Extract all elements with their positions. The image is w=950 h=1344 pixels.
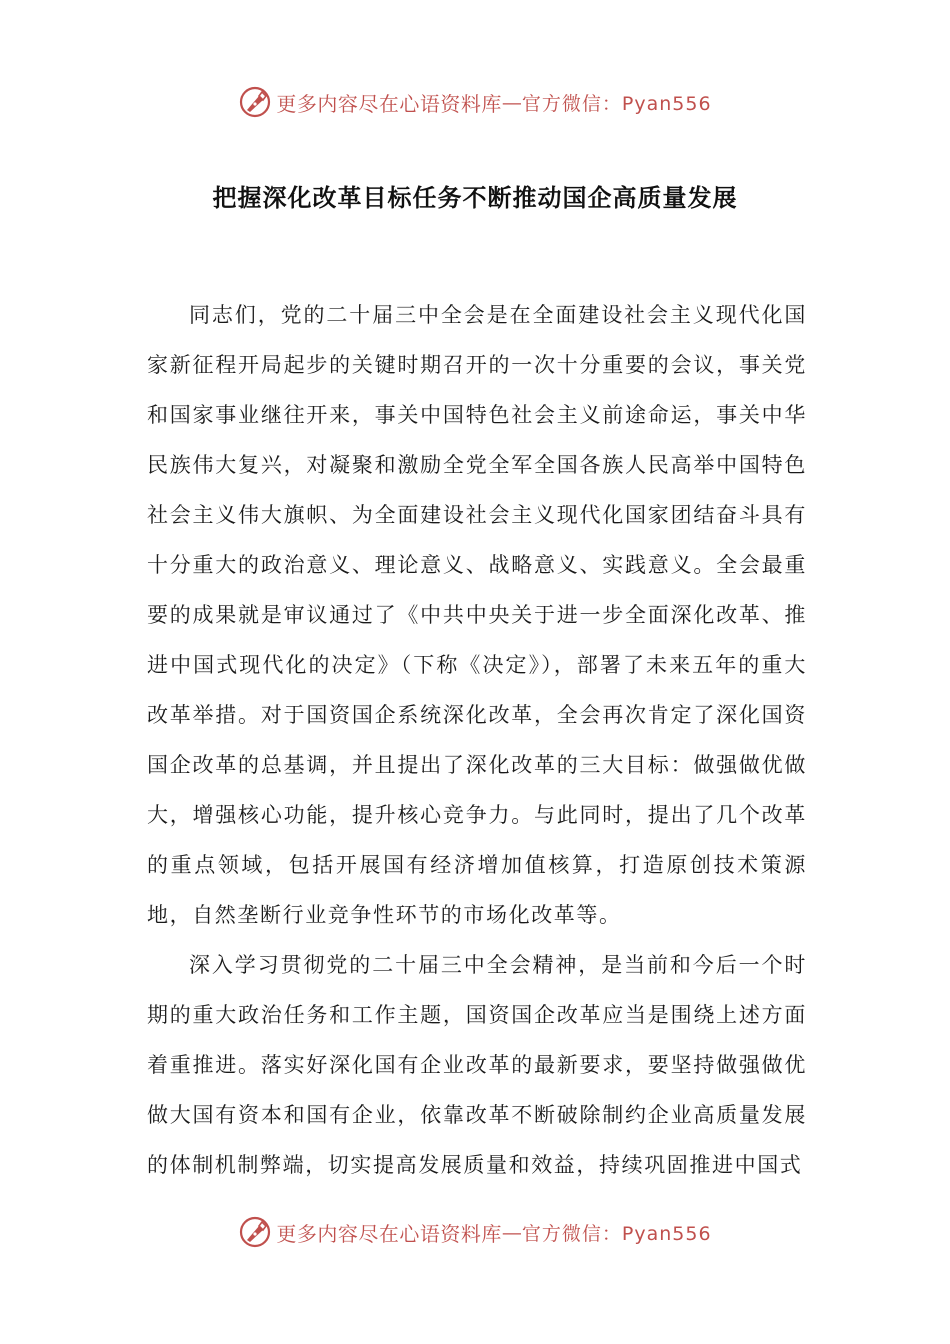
footer-dash: —	[501, 1220, 522, 1244]
paragraph: 同志们，党的二十届三中全会是在全面建设社会主义现代化国家新征程开局起步的关键时期召开的一次十分重要的会议，事关党和国家事业继往开来，事关中国特色社会主义前途命运，事关中华民族伟大复兴，对凝聚和激励全党全军全国各族人民高举中国特色社会主义伟大旗帜、为全面建设社会主义现代化国家团结奋斗具有十分重大的政治意义、理论意义、战略意义、实践意义。全会最重要的成果就是审议通过了《中共中央关于进一步全面深化改革、推进中国式现代化的决定》（下称《决定》），部署了未来五年的重大改革举措。对于国资国企系统深化改革，全会再次肯定了深化国资国企改革的总基调，并且提出了深化改革的三大目标：做强做优做大，增强核心功能，提升核心竞争力。与此同时，提出了几个改革的重点领域，包括开展国有经济增加值核算，打造原创技术策源地，自然垄断行业竞争性环节的市场化改革等。	[147, 303, 807, 927]
footer-banner	[0, 1210, 950, 1254]
footer-wechat-text: 官方微信：Pyan556	[521, 1222, 712, 1245]
header-wechat-text: 官方微信：Pyan556	[521, 92, 712, 115]
paragraph: 深入学习贯彻党的二十届三中全会精神，是当前和今后一个时期的重大政治任务和工作主题，国资国企改革应当是围绕上述方面着重推进。落实好深化国有企业改革的最新要求，要坚持做强做优做大国有资本和国有企业，依靠改革不断破除制约企业高质量发展的体制机制弊端，切实提高发展质量和效益，持续巩固推进中国式	[147, 953, 807, 1177]
document-title: 把握深化改革目标任务不断推动国企高质量发展	[212, 184, 738, 212]
header-banner	[0, 80, 950, 124]
pen-nib-logo-icon	[238, 1215, 272, 1249]
document-body	[147, 290, 807, 1190]
header-brand-text: 更多内容尽在心语资料库	[276, 91, 502, 116]
pen-nib-logo-icon	[238, 85, 272, 119]
header-dash: —	[501, 90, 522, 114]
footer-brand-text: 更多内容尽在心语资料库	[276, 1221, 502, 1246]
